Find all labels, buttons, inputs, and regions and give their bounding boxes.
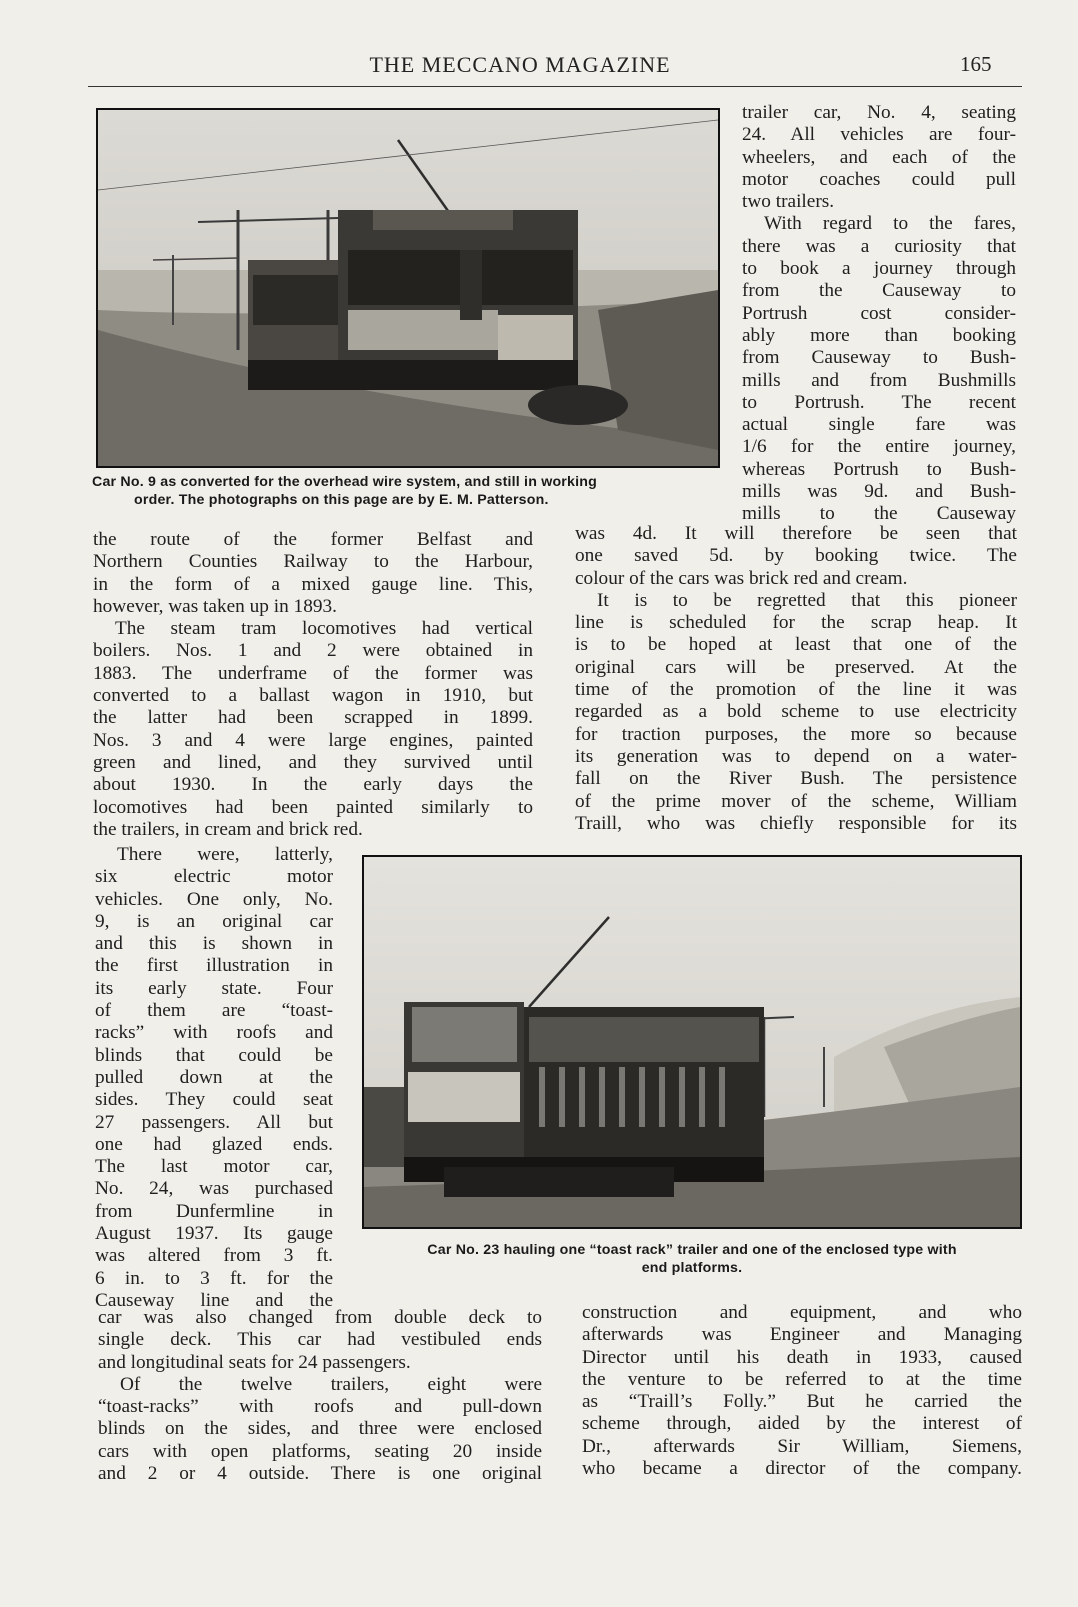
text-line: pulled down at the <box>95 1066 333 1088</box>
header-rule <box>88 86 1022 87</box>
photo-car-23 <box>362 855 1022 1229</box>
text-line: the route of the former Belfast and <box>93 529 533 550</box>
text-line: and longitudinal seats for 24 passengers. <box>98 1351 411 1373</box>
text-line: from Dunfermline in <box>95 1200 333 1222</box>
tram-photo-illustration <box>98 110 718 466</box>
text-line: 6 in. to 3 ft. for the <box>95 1267 333 1289</box>
caption-figure-1-line-2: order. The photographs on this page are by E. M. Patterson. <box>134 491 549 508</box>
text-line: the first illustration in <box>95 955 333 977</box>
text-line: Of the twelve trailers, eight were <box>120 1373 542 1395</box>
text-line: No. 24, was purchased <box>95 1178 333 1200</box>
text-line: Northern Counties Railway to the Harbour, <box>93 551 533 573</box>
text-line: 9, is an original car <box>95 910 333 932</box>
text-line: It is to be regretted that this pioneer <box>597 589 1017 611</box>
text-line: converted to a ballast wagon in 1910, but <box>93 685 533 707</box>
text-line: Traill, who was chiefly responsible for its <box>575 812 1017 834</box>
text-line: Director until his death in 1933, caused <box>582 1346 1022 1368</box>
text-line: racks” with roofs and <box>95 1022 333 1044</box>
text-line: one saved 5d. by booking twice. The <box>575 545 1017 567</box>
text-left-narrow <box>95 844 333 1312</box>
text-line: in the form of a mixed gauge line. This, <box>93 573 533 595</box>
text-line: about 1930. In the early days the <box>93 774 533 796</box>
text-line: cars with open platforms, seating 20 inside <box>98 1440 542 1462</box>
text-left-bottom <box>98 1307 542 1485</box>
caption-figure-2-line-1: Car No. 23 hauling one “toast rack” trailer and one of the enclosed type with <box>427 1242 957 1258</box>
text-right-middle <box>575 523 1017 835</box>
text-line: ably more than booking <box>742 324 1016 346</box>
text-line: and 2 or 4 outside. There is one original <box>98 1463 542 1485</box>
text-line: to Portrush. The recent <box>742 391 1016 413</box>
caption-figure-2 <box>364 1242 1020 1277</box>
text-line: “toast-racks” with roofs and pull-down <box>98 1396 542 1418</box>
text-line: Portrush cost consider- <box>742 302 1016 324</box>
text-line: motor coaches could pull <box>742 168 1016 190</box>
text-line: the trailers, in cream and brick red. <box>93 818 363 840</box>
text-left-middle <box>93 529 533 841</box>
text-line: two trailers. <box>742 191 835 213</box>
text-line: regarded as a bold scheme to use electricity <box>575 701 1017 723</box>
text-line: its generation was to depend on a water- <box>575 745 1017 767</box>
text-line: single deck. This car had vestibuled ends <box>98 1329 542 1351</box>
text-line: and this is shown in <box>95 933 333 955</box>
text-line: blinds that could be <box>95 1044 333 1066</box>
text-line: to book a journey through <box>742 258 1016 280</box>
text-line: mills and from Bushmills <box>742 369 1016 391</box>
page-number: 165 <box>960 52 992 76</box>
text-line: afterwards was Engineer and Managing <box>582 1324 1022 1346</box>
text-line: one had glazed ends. <box>95 1133 333 1155</box>
text-right-top <box>742 102 1016 526</box>
text-line: the venture to be referred to at the time <box>582 1368 1022 1390</box>
text-line: scheme through, aided by the interest of <box>582 1413 1022 1435</box>
caption-figure-1 <box>92 474 712 509</box>
text-line: from Causeway to Bush- <box>742 347 1016 369</box>
text-line: of them are “toast- <box>95 1000 333 1022</box>
text-line: mills was 9d. and Bush- <box>742 481 1016 503</box>
text-line: of the prime mover of the scheme, William <box>575 790 1017 812</box>
text-line: mills to the Causeway <box>742 503 1016 525</box>
text-line: colour of the cars was brick red and cream. <box>575 567 908 589</box>
text-line: there was a curiosity that <box>742 235 1016 257</box>
text-line: 24. All vehicles are four- <box>742 124 1016 146</box>
text-line: original cars will be preserved. At the <box>575 656 1017 678</box>
text-line: fall on the River Bush. The persistence <box>575 768 1017 790</box>
text-line: construction and equipment, and who <box>582 1302 1022 1323</box>
photo-car-9 <box>96 108 720 468</box>
text-line: actual single fare was <box>742 414 1016 436</box>
caption-figure-2-line-2: end platforms. <box>641 1259 743 1276</box>
text-line: from the Causeway to <box>742 280 1016 302</box>
text-line: The steam tram locomotives had vertical <box>115 618 533 640</box>
text-line: is to be hoped at least that one of the <box>575 634 1017 656</box>
text-line: was altered from 3 ft. <box>95 1245 333 1267</box>
text-line: vehicles. One only, No. <box>95 888 333 910</box>
text-line: Dr., afterwards Sir William, Siemens, <box>582 1435 1022 1457</box>
text-right-bottom <box>582 1302 1022 1480</box>
magazine-title: THE MECCANO MAGAZINE <box>369 52 671 77</box>
text-line: its early state. Four <box>95 977 333 999</box>
caption-figure-1-line-1: Car No. 9 as converted for the overhead wire system, and still in working <box>92 474 597 490</box>
text-line: locomotives had been painted similarly to <box>93 796 533 818</box>
text-line: boilers. Nos. 1 and 2 were obtained in <box>93 640 533 662</box>
text-line: car was also changed from double deck to <box>98 1307 542 1328</box>
text-line: 1/6 for the entire journey, <box>742 436 1016 458</box>
text-line: Causeway line and the <box>95 1289 333 1311</box>
text-line: wheelers, and each of the <box>742 146 1016 168</box>
text-line: was 4d. It will therefore be seen that <box>575 523 1017 544</box>
text-line: 27 passengers. All but <box>95 1111 333 1133</box>
text-line: six electric motor <box>95 866 333 888</box>
text-line: green and lined, and they survived until <box>93 751 533 773</box>
text-line: blinds on the sides, and three were enclosed <box>98 1418 542 1440</box>
text-line: whereas Portrush to Bush- <box>742 458 1016 480</box>
text-line: who became a director of the company. <box>582 1458 1022 1480</box>
tram-photo-illustration <box>364 857 1020 1227</box>
text-line: trailer car, No. 4, seating <box>742 102 1016 123</box>
text-line: There were, latterly, <box>117 844 333 865</box>
text-line: for traction purposes, the more so because <box>575 723 1017 745</box>
text-line: line is scheduled for the scrap heap. It <box>575 612 1017 634</box>
text-line: Nos. 3 and 4 were large engines, painted <box>93 729 533 751</box>
text-line: the latter had been scrapped in 1899. <box>93 707 533 729</box>
text-line: 1883. The underframe of the former was <box>93 662 533 684</box>
text-line: as “Traill’s Folly.” But he carried the <box>582 1391 1022 1413</box>
text-line: sides. They could seat <box>95 1089 333 1111</box>
text-line: August 1937. Its gauge <box>95 1223 333 1245</box>
text-line: The last motor car, <box>95 1156 333 1178</box>
text-line: With regard to the fares, <box>764 213 1016 235</box>
text-line: time of the promotion of the line it was <box>575 679 1017 701</box>
text-line: however, was taken up in 1893. <box>93 595 337 617</box>
